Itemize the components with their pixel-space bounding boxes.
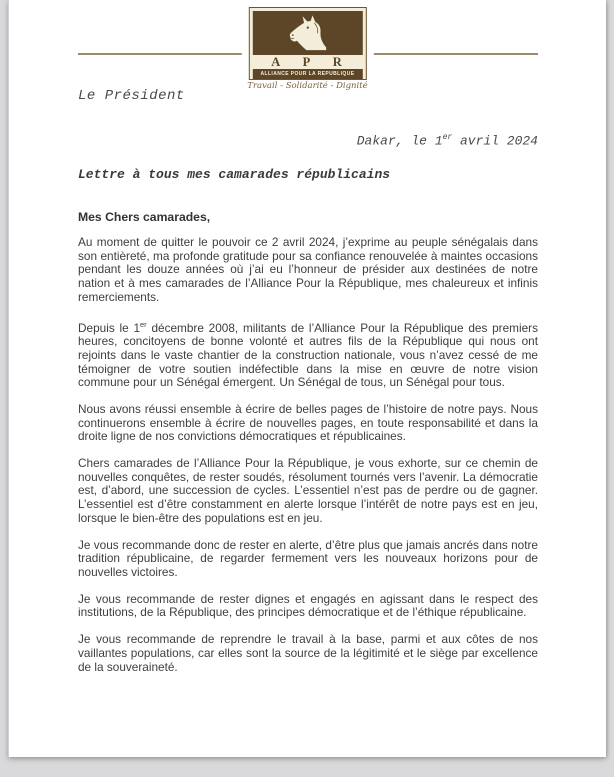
letter-page [8, 0, 606, 757]
paragraph: Nous avons réussi ensemble à écrire de belles pages de l’histoire de notre pays. Nous continuerons ensemble à écrire de nouvelles pages, en toute responsabilité et dans la droite ligne de nos convictions démocratiques et républicaines. [78, 401, 538, 444]
salutation: Mes Chers camarades, [78, 210, 211, 224]
horse-head-icon [275, 13, 339, 53]
apr-org-name: ALLIANCE POUR LA REPUBLIQUE [252, 69, 362, 79]
apr-logo [241, 5, 373, 91]
subject-line: Lettre à tous mes camarades républicains [78, 167, 391, 182]
paragraph: Je vous recommande de rester dignes et engagés en agissant dans le respect des institutions, de la République, des principes démocratique et de l’éthique républicaine. [78, 591, 538, 620]
letter-body [78, 210, 538, 687]
dateline: Dakar, le 1er avril 2024 [356, 133, 538, 149]
horse-emblem-panel [252, 11, 362, 55]
apr-logo-box [248, 7, 366, 80]
paragraph: Je vous recommande de reprendre le travail à la base, parmi et aux côtes de nos vaillantes populations, car elles sont la source de la légitimité et le siège par excellence de la souveraineté. [78, 632, 538, 674]
paragraph: Je vous recommande donc de rester en alerte, d’être plus que jamais ancrés dans notre tradition républicaine, de regarder fermement vers les nouveaux horizons pour de nouvelles victoires. [78, 537, 538, 579]
sender-title: Le Président [78, 88, 185, 104]
paragraph: Au moment de quitter le pouvoir ce 2 avril 2024, j’exprime au peuple sénégalais dans son entièreté, ma profonde gratitude pour sa confiance renouvelée à maintes occasions pendant les douze années où j’ai eu l’honneur de présider aux destinées de notre nation et à mes camarades de l’Alliance Pour la République, mes chaleureux et infinis remerciements. [78, 235, 538, 304]
paragraph: Chers camarades de l’Alliance Pour la République, je vous exhorte, sur ce chemin de nouvelles conquêtes, de rester soudés, résolument tournés vers l’avenir. La démocratie est, d’abord, une succession de cycles. L’essentiel n’est pas de perdre ou de gagner. L’essentiel est d’être constamment en alerte lorsque l’intérêt de notre pays est en jeu, lorsque le bien-être des populations est en jeu. [78, 456, 538, 525]
apr-acronym: A P R [271, 55, 344, 69]
paragraph: Depuis le 1er décembre 2008, militants de l’Alliance Pour la République des premiers heures, concitoyens de bonne volonté et autres fils de la République qui nous ont rejoints dans le vaste chantier de la construction nationale, vous n’avez cessé de me témoigner de votre soutien indéfectible dans la mise en œuvre de notre vision commune pour un Sénégal émergent. Un Sénégal de tous, un Sénégal pour tous. [78, 319, 538, 390]
paragraphs-container [78, 236, 538, 674]
apr-motto: Travail - Solidarité - Dignité [247, 81, 368, 91]
